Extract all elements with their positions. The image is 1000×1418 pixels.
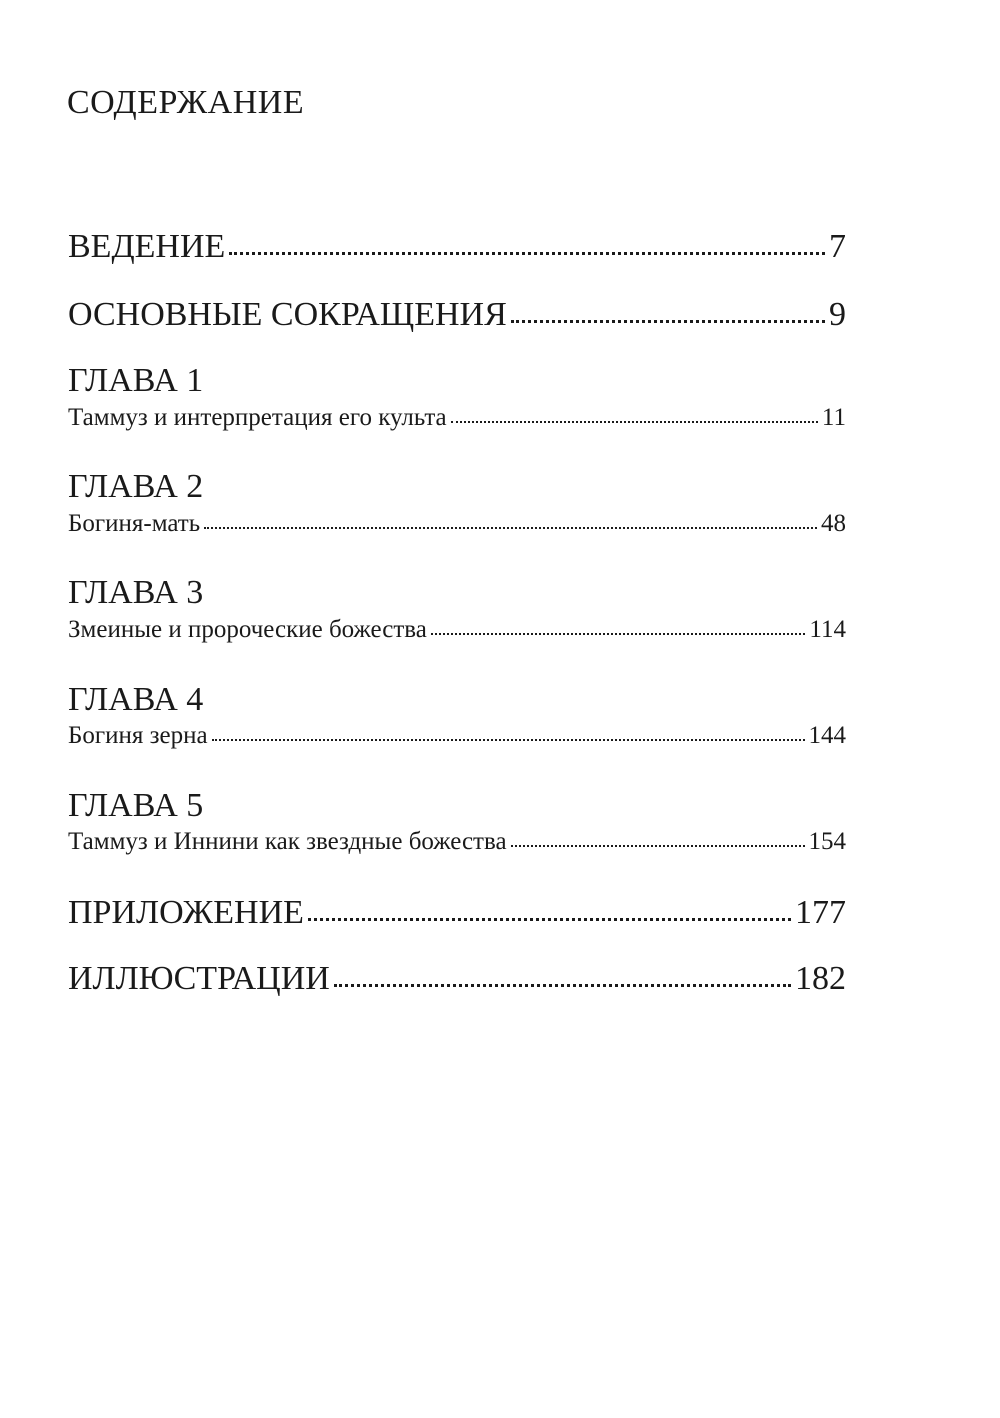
toc-entry-page: 144 [808,722,846,749]
toc-entry-page: 114 [809,616,846,643]
dot-leader [204,526,817,529]
toc-entry-page: 48 [821,510,846,537]
dot-leader [308,917,791,921]
toc-entry-page: 177 [795,894,846,931]
toc-entry-page: 11 [821,404,846,431]
chapter-heading-5: ГЛАВА 5 [68,787,204,824]
toc-entry-label: Богиня зерна [68,722,208,749]
toc-entry-chapter-5[interactable] [68,828,846,860]
toc-entry-introduction[interactable] [68,228,846,268]
dot-leader [229,251,825,255]
toc-entry-page: 9 [829,296,846,333]
toc-entry-label: Богиня-мать [68,510,201,537]
dot-leader [511,844,805,847]
toc-entry-illustrations[interactable] [68,960,846,1000]
toc-entry-label: Змеиные и пророческие божества [68,616,427,643]
toc-entry-label: Таммуз и интерпретация его культа [68,404,447,431]
chapter-heading-3: ГЛАВА 3 [68,574,204,611]
toc-entry-page: 182 [795,960,846,997]
toc-entry-chapter-2[interactable] [68,510,846,542]
toc-entry-appendix[interactable] [68,894,846,934]
toc-entry-abbreviations[interactable] [68,296,846,336]
toc-entry-label: ВЕДЕНИЕ [68,228,226,265]
chapter-heading-4: ГЛАВА 4 [68,681,204,718]
toc-entry-page: 7 [829,228,846,265]
toc-entry-chapter-4[interactable] [68,722,846,754]
toc-entry-label: ИЛЛЮСТРАЦИИ [68,960,330,997]
dot-leader [334,983,791,987]
dot-leader [451,420,818,423]
toc-entry-label: ПРИЛОЖЕНИЕ [68,894,304,931]
dot-leader [212,738,805,741]
toc-entry-page: 154 [808,828,846,855]
toc-entry-label: Таммуз и Иннини как звездные божества [68,828,507,855]
chapter-heading-2: ГЛАВА 2 [68,468,204,505]
toc-entry-chapter-3[interactable] [68,616,846,648]
chapter-heading-1: ГЛАВА 1 [68,362,204,399]
toc-entry-chapter-1[interactable] [68,404,846,436]
toc-entry-label: ОСНОВНЫЕ СОКРАЩЕНИЯ [68,296,507,333]
page-title: СОДЕРЖАНИЕ [67,84,305,121]
dot-leader [431,632,806,635]
dot-leader [511,319,825,323]
